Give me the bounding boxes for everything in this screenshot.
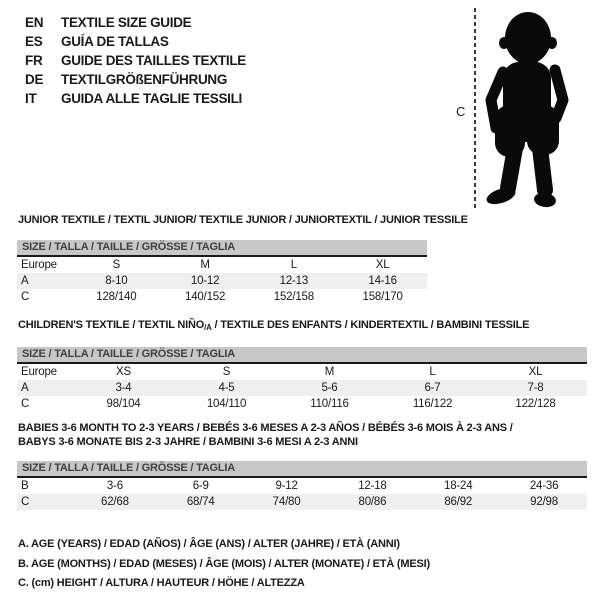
- children-title-post: / TEXTILE DES ENFANTS / KINDERTEXTIL / BAMBINI TESSILE: [211, 319, 530, 331]
- table-cell: 6-9: [192, 480, 209, 492]
- language-code: EN: [25, 15, 44, 30]
- babies-size-header-bar: SIZE / TALLA / TAILLE / GRÖSSE / TAGLIA: [17, 461, 587, 478]
- column-header-cell: L: [290, 259, 297, 271]
- children-size-header-bar: SIZE / TALLA / TAILLE / GRÖSSE / TAGLIA: [17, 347, 587, 364]
- guide-title: TEXTILE SIZE GUIDE: [61, 15, 192, 30]
- table-row-age: [17, 273, 427, 289]
- table-cell: 62/68: [101, 496, 129, 508]
- table-cell: 12-18: [358, 480, 387, 492]
- table-cell: 74/80: [272, 496, 301, 508]
- babies-title-line2: BABYS 3-6 MONATE BIS 2-3 JAHRE / BAMBINI 3-6 MESI A 2-3 ANNI: [18, 436, 358, 448]
- table-cell: 3-6: [106, 480, 123, 492]
- language-row: [25, 13, 246, 32]
- row-label-cell: C: [21, 496, 30, 508]
- children-section-title: [18, 319, 529, 332]
- table-row-height: [17, 396, 587, 412]
- column-header-cell: XL: [528, 366, 543, 378]
- junior-section-title: JUNIOR TEXTILE / TEXTIL JUNIOR/ TEXTILE JUNIOR / JUNIORTEXTIL / JUNIOR TESSILE: [18, 214, 468, 226]
- children-title-subscript: /A: [204, 323, 212, 332]
- column-header-cell: M: [200, 259, 210, 271]
- table-cell: 128/140: [96, 291, 137, 303]
- column-header-cell: S: [222, 366, 231, 378]
- table-cell: 86/92: [444, 496, 473, 508]
- table-cell: 12-13: [279, 275, 309, 287]
- height-measure-dashed-line: [474, 8, 476, 210]
- table-cell: 98/104: [106, 398, 141, 410]
- legend-notes: [18, 535, 430, 594]
- language-row: [25, 51, 246, 70]
- row-label-cell: A: [21, 382, 29, 394]
- language-row: [25, 70, 246, 89]
- table-cell: 7-8: [527, 382, 544, 394]
- language-code: ES: [25, 34, 43, 49]
- table-cell: 14-16: [368, 275, 397, 287]
- row-label-cell: A: [21, 275, 29, 287]
- column-header-cell: XL: [375, 259, 390, 271]
- table-cell: 4-5: [218, 382, 235, 394]
- column-header-cell: Europe: [21, 259, 57, 271]
- babies-section-title: [18, 421, 578, 449]
- row-label-cell: C: [21, 398, 30, 410]
- guide-title: TEXTILGRÖßENFÜHRUNG: [61, 72, 228, 87]
- table-cell: 3-4: [115, 382, 132, 394]
- table-cell: 9-12: [275, 480, 298, 492]
- table-cell: 92/98: [530, 496, 558, 508]
- guide-title: GUÍA DE TALLAS: [61, 34, 169, 49]
- guide-title: GUIDE DES TAILLES TEXTILE: [61, 53, 247, 68]
- junior-size-header-bar: SIZE / TALLA / TAILLE / GRÖSSE / TAGLIA: [17, 240, 427, 257]
- table-cell: 122/128: [515, 398, 556, 410]
- table-cell: 18-24: [444, 480, 473, 492]
- guide-title: GUIDA ALLE TAGLIE TESSILI: [61, 91, 242, 106]
- table-cell: 116/122: [412, 398, 453, 410]
- table-cell: 110/116: [310, 398, 349, 410]
- column-header-cell: S: [112, 259, 121, 271]
- table-row-age: [17, 380, 587, 396]
- table-row-age-months: [17, 478, 587, 494]
- note-age-months: B. AGE (MONTHS) / EDAD (MESES) / ÂGE (MOIS) / ALTER (MONATE) / ETÀ (MESI): [18, 557, 430, 570]
- row-label-cell: B: [21, 480, 29, 492]
- table-cell: 24-36: [529, 480, 559, 492]
- table-cell: 80/86: [358, 496, 387, 508]
- babies-size-table: [17, 478, 587, 510]
- row-label-cell: C: [21, 291, 30, 303]
- language-row: [25, 32, 246, 51]
- table-row-height: [17, 289, 427, 305]
- junior-size-table: [17, 257, 427, 305]
- height-marker-label: C: [456, 104, 466, 119]
- table-cell: 5-6: [321, 382, 338, 394]
- column-header-cell: Europe: [21, 366, 57, 378]
- table-cell: 6-7: [424, 382, 441, 394]
- table-cell: 10-12: [190, 275, 220, 287]
- language-title-list: [25, 13, 246, 108]
- language-code: FR: [25, 53, 43, 68]
- babies-title-line1: BABIES 3-6 MONTH TO 2-3 YEARS / BEBÉS 3-6 MESES A 2-3 AÑOS / BÉBÉS 3-6 MOIS À 2-3 ANS /: [18, 422, 513, 434]
- column-header-cell: XS: [116, 366, 131, 378]
- table-cell: 152/158: [273, 291, 314, 303]
- table-header-row: [17, 364, 587, 380]
- table-row-height: [17, 494, 587, 510]
- column-header-cell: L: [429, 366, 436, 378]
- note-age-years: A. AGE (YEARS) / EDAD (AÑOS) / ÂGE (ANS) / ALTER (JAHRE) / ETÀ (ANNI): [18, 538, 400, 550]
- language-code: DE: [25, 72, 44, 87]
- children-size-table: [17, 364, 587, 412]
- table-cell: 68/74: [186, 496, 215, 508]
- table-header-row: [17, 257, 427, 273]
- table-cell: 140/152: [185, 291, 226, 303]
- column-header-cell: M: [324, 366, 335, 378]
- table-cell: 8-10: [105, 275, 128, 287]
- note-height-cm: C. (cm) HEIGHT / ALTURA / HAUTEUR / HÖHE / ALTEZZA: [18, 577, 305, 589]
- language-row: [25, 89, 246, 108]
- table-cell: 158/170: [362, 291, 403, 303]
- baby-silhouette: [483, 10, 571, 210]
- children-title-pre: CHILDREN'S TEXTILE / TEXTIL NIÑO: [18, 319, 205, 331]
- language-code: IT: [25, 91, 37, 106]
- table-cell: 104/110: [206, 398, 247, 410]
